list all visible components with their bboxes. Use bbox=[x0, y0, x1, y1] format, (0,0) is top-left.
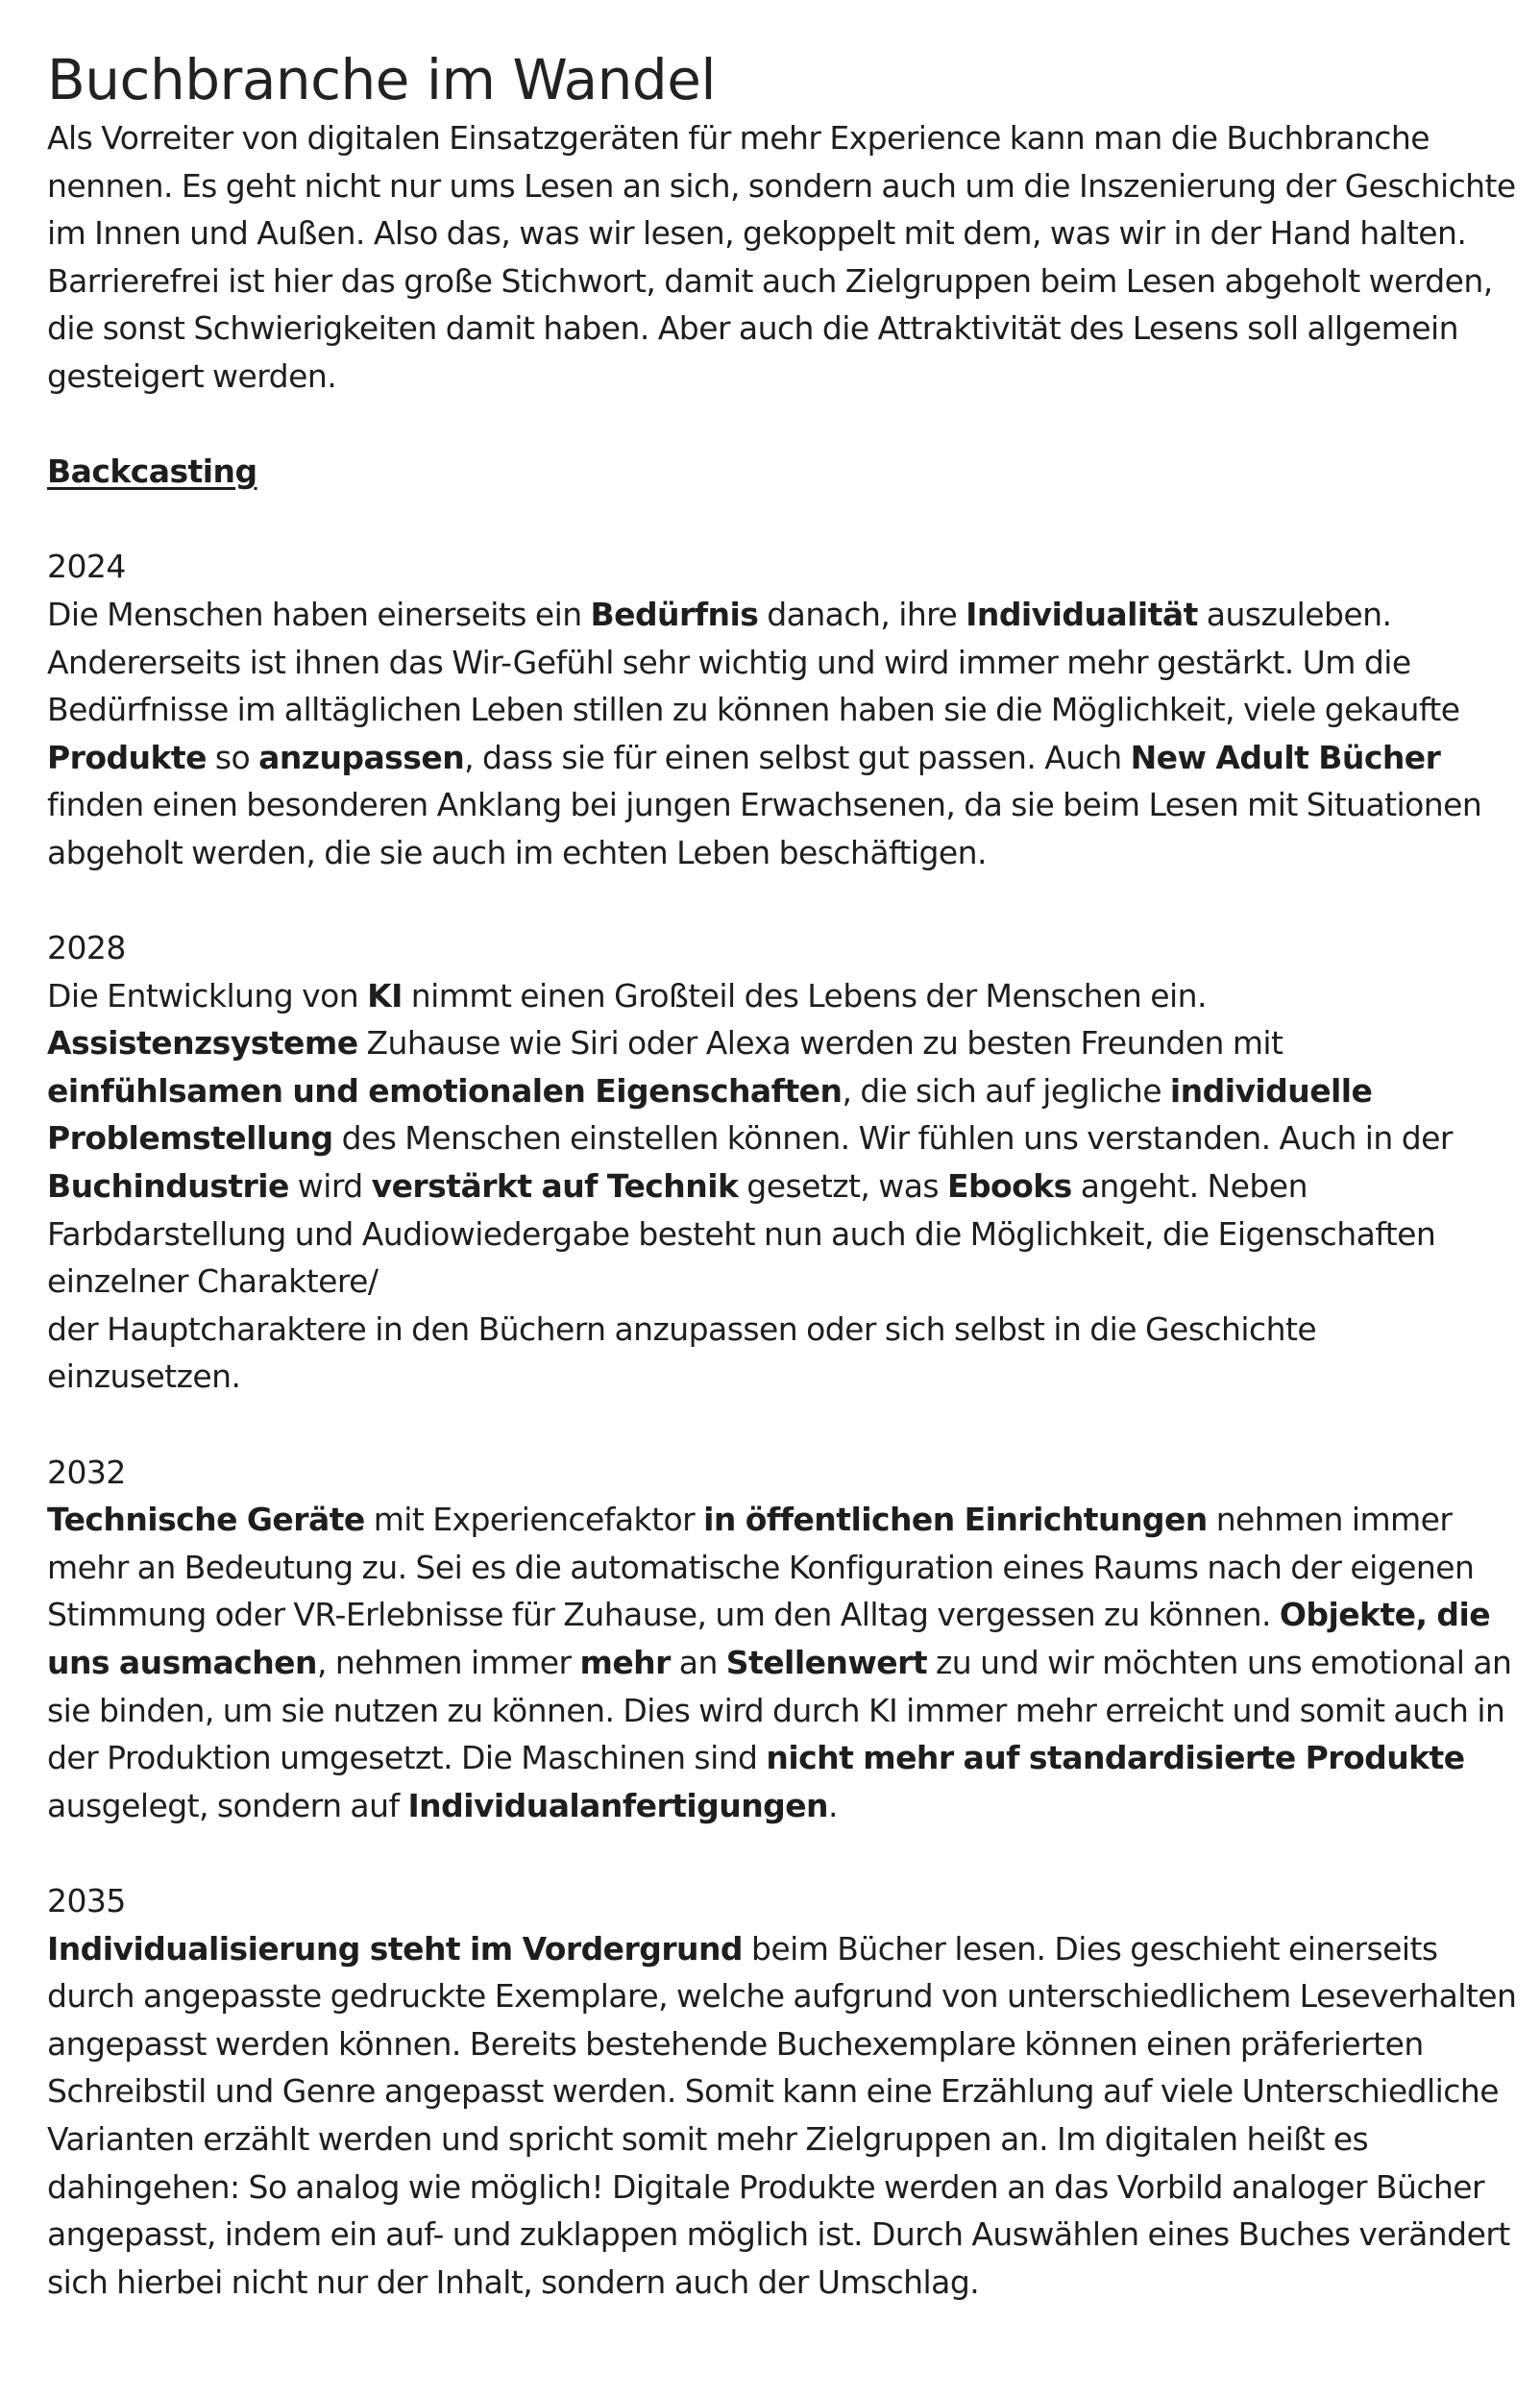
section-text-2035: Individualisierung steht im Vordergrund beim Bücher lesen. Dies geschieht einerseits durch angepasste gedruckte Exemplare, welche aufgrund von unterschiedlichem Leseverhalten angepasst werden können. Bereits bestehende Buchexemplare können einen präferierten Schreibstil und Genre angepasst werden. Somit kann eine Erzählung auf viele Unterschiedliche Varianten erzählt werden und spricht somit mehr Zielgruppen an. Im digitalen heißt es dahingehen: So analog wie möglich! Digitale Produkte werden an das Vorbild analoger Bücher angepasst, indem ein auf- und zuklappen möglich ist. Durch Auswählen eines Buches verändert sich hierbei nicht nur der Inhalt, sondern auch der Umschlag. bbox=[47, 1929, 1517, 2301]
spacer bbox=[47, 1829, 1517, 1877]
section-text-2032: Technische Geräte mit Experiencefaktor in öffentlichen Einrichtungen nehmen immer mehr an Bedeutung zu. Sei es die automatische Konfiguration eines Raums nach der eigenen Stimmung oder VR-Erlebnisse für Zuhause, um den Alltag vergessen zu können. Objekte, die uns ausmachen, nehmen immer mehr an Stellenwert zu und wir möchten uns emotional an sie binden, um sie nutzen zu können. Dies wird durch KI immer mehr erreicht und somit auch in der Produktion umgesetzt. Die Maschinen sind nicht mehr auf standardisierte Produkte ausgelegt, sondern auf Individualanfertigungen. bbox=[47, 1501, 1512, 1824]
section-year-2028: 2028 bbox=[47, 929, 126, 967]
spacer bbox=[47, 401, 1517, 449]
section-text-2028: Die Entwicklung von KI nimmt einen Großteil des Lebens der Menschen ein. Assistenzsysteme Zuhause wie Siri oder Alexa werden zu besten Freunden mit einfühlsamen und emotionalen Eigenschaften, die sich auf jegliche individuelle Problemstellung des Menschen einstellen können. Wir fühlen uns verstanden. Auch in der Buchindustrie wird verstärkt auf Technik gesetzt, was Ebooks angeht. Neben Farbdarstellung und Audiowiedergabe besteht nun auch die Möglichkeit, die Eigenschaften einzelner Charaktere/ der Hauptcharaktere in den Büchern anzupassen oder sich selbst in die Geschichte einzusetzen. bbox=[47, 976, 1453, 1396]
article-body bbox=[47, 114, 1517, 2306]
section-year-2035: 2035 bbox=[47, 1881, 126, 1919]
intro-paragraph: Als Vorreiter von digitalen Einsatzgeräten für mehr Experience kann man die Buchbranche nennen. Es geht nicht nur ums Lesen an sich, sondern auch um die Inszenierung der Geschichte im Innen und Außen. Also das, was wir lesen, gekoppelt mit dem, was wir in der Hand halten. Barrierefrei ist hier das große Stichwort, damit auch Zielgruppen beim Lesen abgeholt werden, die sonst Schwierigkeiten damit haben. Aber auch die Attraktivität des Lesens soll allgemein gesteigert werden. bbox=[47, 119, 1516, 395]
page-title: Buchbranche im Wandel bbox=[47, 47, 717, 112]
spacer bbox=[47, 1401, 1517, 1449]
section-year-2032: 2032 bbox=[47, 1453, 126, 1491]
section-year-2024: 2024 bbox=[47, 548, 126, 586]
section-text-2024: Die Menschen haben einerseits ein Bedürfnis danach, ihre Individualität auszuleben. Andererseits ist ihnen das Wir-Gefühl sehr wichtig und wird immer mehr gestärkt. Um die Bedürfnisse im alltäglichen Leben stillen zu können haben sie die Möglichkeit, viele gekaufte Produkte so anzupassen, dass sie für einen selbst gut passen. Auch New Adult Bücher finden einen besonderen Anklang bei jungen Erwachsenen, da sie beim Lesen mit Situationen abgeholt werden, die sie auch im echten Leben beschäftigen. bbox=[47, 595, 1482, 871]
subheading-backcasting: Backcasting bbox=[47, 452, 257, 491]
page-content bbox=[47, 0, 1517, 2306]
spacer bbox=[47, 496, 1517, 544]
spacer bbox=[47, 877, 1517, 925]
